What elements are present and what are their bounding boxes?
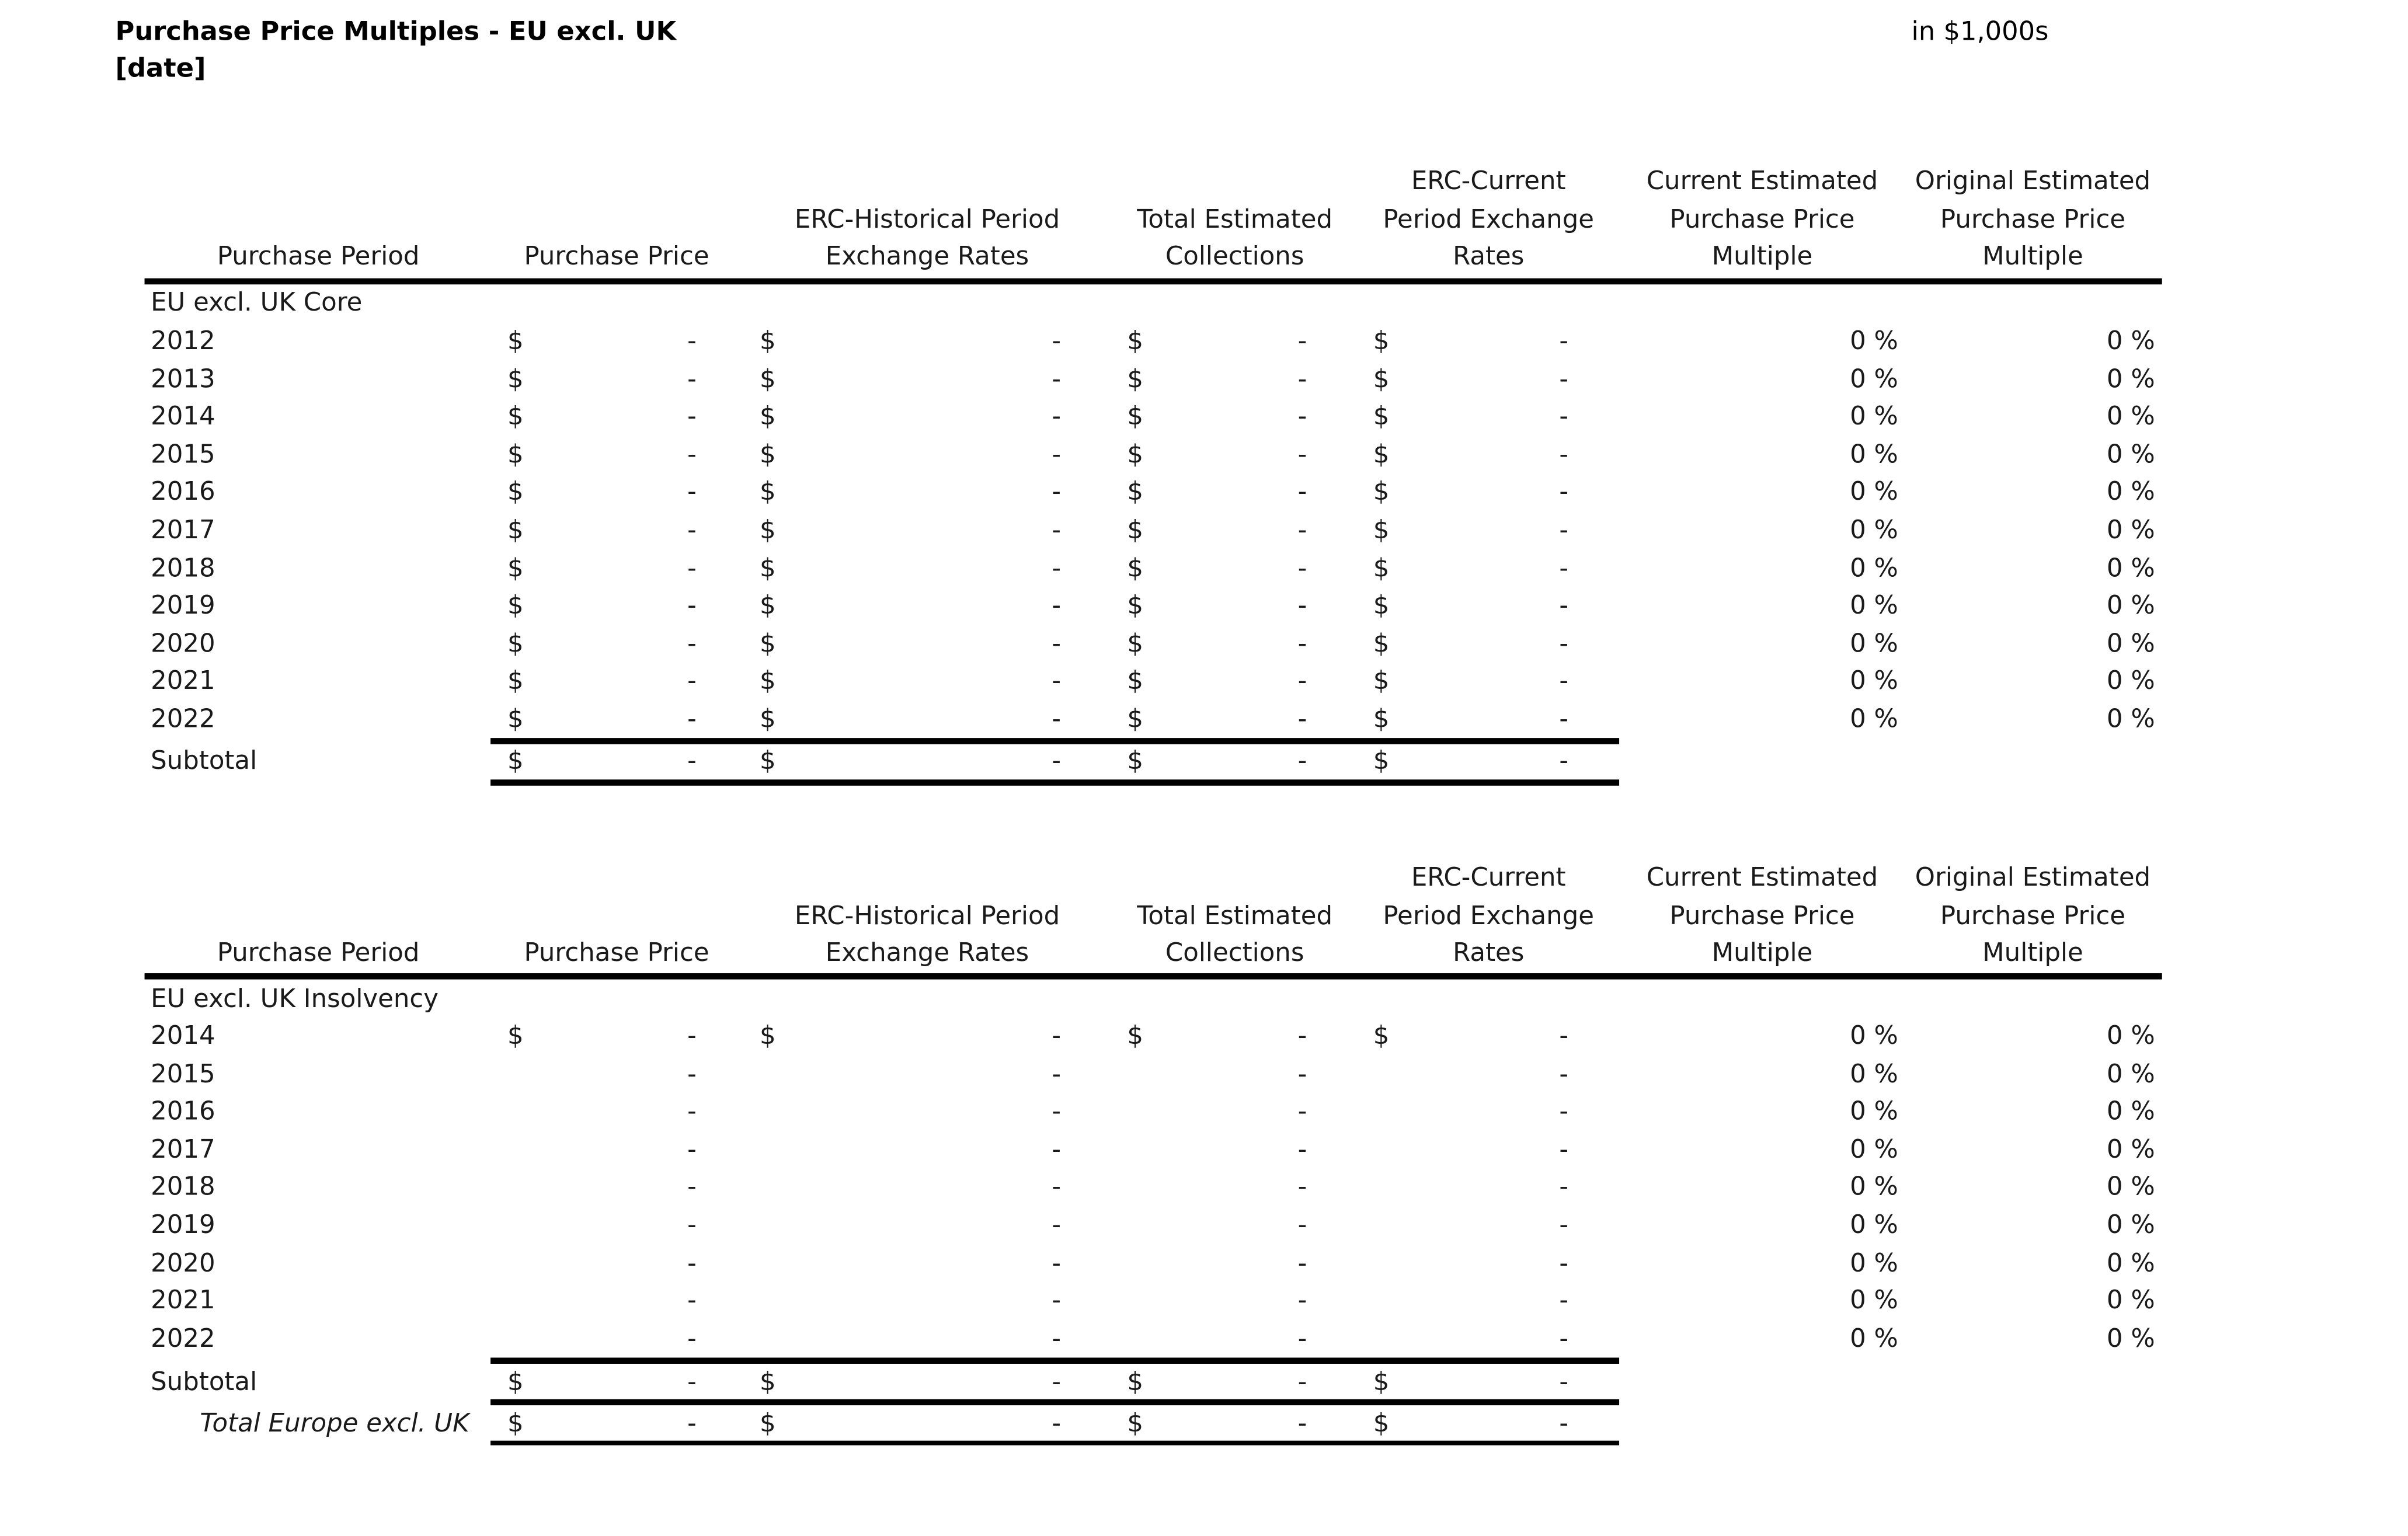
- core-row-value: -: [1052, 401, 1062, 431]
- core-row-value: -: [1052, 326, 1062, 356]
- insolvency-row-value: -: [687, 1172, 697, 1201]
- insolvency-row-value: -: [1297, 1020, 1307, 1050]
- insolvency-year: 2016: [151, 1096, 215, 1126]
- core-header-coll: Total Estimated: [1137, 203, 1333, 233]
- core-subtotal-value: -: [1052, 746, 1062, 775]
- core-row-currency-symbol: $: [507, 439, 524, 469]
- insolvency-row-currency-symbol: $: [759, 1020, 776, 1050]
- core-row-value: -: [687, 326, 697, 356]
- core-year: 2018: [151, 553, 215, 583]
- insolvency-original-multiple: 0 %: [2106, 1134, 2155, 1164]
- insolvency-header-period: Purchase Period: [217, 938, 420, 967]
- insolvency-header-omult: Multiple: [1982, 938, 2083, 967]
- insolvency-row-value: -: [1297, 1134, 1307, 1164]
- core-row-currency-symbol: $: [1127, 515, 1144, 545]
- core-row-value: -: [1052, 666, 1062, 696]
- total-europe-label: Total Europe excl. UK: [200, 1408, 469, 1438]
- core-original-multiple: 0 %: [2106, 326, 2155, 356]
- insolvency-row-value: -: [1052, 1096, 1062, 1126]
- core-row-currency-symbol: $: [1127, 666, 1144, 696]
- insolvency-subtotal-value: -: [1297, 1367, 1307, 1396]
- core-header-rule: [145, 278, 2162, 285]
- core-header-curr: ERC-Current: [1411, 166, 1566, 196]
- core-year: 2021: [151, 666, 215, 696]
- core-original-multiple: 0 %: [2106, 553, 2155, 583]
- core-original-multiple: 0 %: [2106, 666, 2155, 696]
- core-original-multiple: 0 %: [2106, 401, 2155, 431]
- core-row-value: -: [1559, 401, 1569, 431]
- core-row-currency-symbol: $: [1127, 401, 1144, 431]
- core-row-value: -: [1297, 364, 1307, 393]
- core-current-multiple: 0 %: [1850, 666, 1898, 696]
- insolvency-current-multiple: 0 %: [1850, 1248, 1898, 1277]
- core-row-value: -: [687, 628, 697, 658]
- insolvency-row-value: -: [1559, 1323, 1569, 1353]
- insolvency-original-multiple: 0 %: [2106, 1210, 2155, 1239]
- core-year: 2022: [151, 704, 215, 734]
- insolvency-row-value: -: [1559, 1096, 1569, 1126]
- core-row-value: -: [687, 477, 697, 507]
- core-current-multiple: 0 %: [1850, 401, 1898, 431]
- insolvency-year: 2022: [151, 1323, 215, 1353]
- core-header-omult: Original Estimated: [1915, 166, 2151, 196]
- core-header-omult: Purchase Price: [1940, 203, 2126, 233]
- core-row-value: -: [1559, 553, 1569, 583]
- core-row-currency-symbol: $: [759, 515, 776, 545]
- core-row-value: -: [1052, 439, 1062, 469]
- total-europe-value: -: [1297, 1408, 1307, 1438]
- core-current-multiple: 0 %: [1850, 628, 1898, 658]
- core-year: 2015: [151, 439, 215, 469]
- core-row-currency-symbol: $: [1127, 477, 1144, 507]
- report-date: [date]: [115, 54, 206, 85]
- report-title: Purchase Price Multiples - EU excl. UK: [115, 16, 677, 48]
- core-original-multiple: 0 %: [2106, 477, 2155, 507]
- core-row-currency-symbol: $: [1127, 704, 1144, 734]
- insolvency-row-value: -: [1052, 1323, 1062, 1353]
- core-row-currency-symbol: $: [759, 439, 776, 469]
- core-current-multiple: 0 %: [1850, 515, 1898, 545]
- core-row-currency-symbol: $: [759, 477, 776, 507]
- core-row-value: -: [1052, 590, 1062, 620]
- core-row-value: -: [1297, 326, 1307, 356]
- insolvency-row-value: -: [1052, 1020, 1062, 1050]
- core-row-value: -: [687, 515, 697, 545]
- insolvency-row-value: -: [687, 1323, 697, 1353]
- insolvency-subtotal-value: -: [687, 1367, 697, 1396]
- total-europe-value: -: [1052, 1408, 1062, 1438]
- insolvency-row-value: -: [1559, 1134, 1569, 1164]
- core-header-price: Purchase Price: [524, 241, 709, 271]
- insolvency-header-cmult: Multiple: [1711, 938, 1813, 967]
- insolvency-header-cmult: Current Estimated: [1646, 862, 1878, 892]
- core-row-currency-symbol: $: [1373, 666, 1390, 696]
- insolvency-row-value: -: [1052, 1210, 1062, 1239]
- insolvency-row-value: -: [1559, 1286, 1569, 1315]
- core-row-currency-symbol: $: [1127, 326, 1144, 356]
- core-row-currency-symbol: $: [759, 401, 776, 431]
- total-europe-value: -: [687, 1408, 697, 1438]
- core-row-value: -: [1559, 628, 1569, 658]
- core-subtotal-currency-symbol: $: [759, 746, 776, 775]
- core-year: 2020: [151, 628, 215, 658]
- core-row-currency-symbol: $: [1373, 515, 1390, 545]
- core-header-curr: Rates: [1453, 241, 1525, 271]
- core-original-multiple: 0 %: [2106, 704, 2155, 734]
- insolvency-original-multiple: 0 %: [2106, 1248, 2155, 1277]
- insolvency-header-price: Purchase Price: [524, 938, 709, 967]
- insolvency-row-currency-symbol: $: [1127, 1020, 1144, 1050]
- insolvency-row-value: -: [1559, 1058, 1569, 1088]
- core-header-cmult: Current Estimated: [1646, 166, 1878, 196]
- core-row-currency-symbol: $: [1373, 326, 1390, 356]
- insolvency-year: 2021: [151, 1286, 215, 1315]
- total-europe-currency-symbol: $: [507, 1408, 524, 1438]
- core-row-currency-symbol: $: [507, 590, 524, 620]
- core-current-multiple: 0 %: [1850, 704, 1898, 734]
- insolvency-row-value: -: [1052, 1058, 1062, 1088]
- core-header-period: Purchase Period: [217, 241, 420, 271]
- core-subtotal-bottom-rule: [490, 779, 1619, 786]
- insolvency-row-value: -: [687, 1210, 697, 1239]
- core-row-value: -: [1559, 477, 1569, 507]
- insolvency-header-coll: Total Estimated: [1137, 900, 1333, 930]
- core-row-currency-symbol: $: [759, 704, 776, 734]
- core-row-value: -: [1297, 515, 1307, 545]
- total-europe-currency-symbol: $: [1373, 1408, 1390, 1438]
- core-row-value: -: [1297, 401, 1307, 431]
- insolvency-row-value: -: [1052, 1286, 1062, 1315]
- core-row-currency-symbol: $: [507, 477, 524, 507]
- insolvency-row-value: -: [1052, 1134, 1062, 1164]
- insolvency-original-multiple: 0 %: [2106, 1323, 2155, 1353]
- insolvency-row-value: -: [687, 1248, 697, 1277]
- core-current-multiple: 0 %: [1850, 439, 1898, 469]
- core-subtotal-currency-symbol: $: [1373, 746, 1390, 775]
- core-row-currency-symbol: $: [1127, 364, 1144, 393]
- insolvency-current-multiple: 0 %: [1850, 1286, 1898, 1315]
- core-subtotal-value: -: [687, 746, 697, 775]
- core-row-value: -: [1559, 439, 1569, 469]
- insolvency-year: 2018: [151, 1172, 215, 1201]
- insolvency-current-multiple: 0 %: [1850, 1096, 1898, 1126]
- insolvency-subtotal-value: -: [1052, 1367, 1062, 1396]
- core-row-value: -: [1559, 364, 1569, 393]
- core-row-value: -: [1559, 326, 1569, 356]
- insolvency-header-curr: Period Exchange: [1383, 900, 1595, 930]
- total-europe-value: -: [1559, 1408, 1569, 1438]
- insolvency-original-multiple: 0 %: [2106, 1286, 2155, 1315]
- core-year: 2017: [151, 515, 215, 545]
- insolvency-year: 2017: [151, 1134, 215, 1164]
- core-row-value: -: [687, 364, 697, 393]
- core-subtotal-top-rule: [490, 738, 1619, 744]
- total-europe-bottom-rule: [490, 1441, 1619, 1446]
- core-row-value: -: [1052, 553, 1062, 583]
- insolvency-row-value: -: [687, 1058, 697, 1088]
- core-header-coll: Collections: [1165, 241, 1304, 271]
- core-row-value: -: [687, 439, 697, 469]
- insolvency-subtotal-value: -: [1559, 1367, 1569, 1396]
- insolvency-original-multiple: 0 %: [2106, 1020, 2155, 1050]
- core-row-currency-symbol: $: [1373, 401, 1390, 431]
- core-row-value: -: [1052, 364, 1062, 393]
- core-header-cmult: Multiple: [1711, 241, 1813, 271]
- core-subtotal-label: Subtotal: [151, 746, 257, 775]
- core-original-multiple: 0 %: [2106, 590, 2155, 620]
- core-row-currency-symbol: $: [1127, 628, 1144, 658]
- insolvency-original-multiple: 0 %: [2106, 1058, 2155, 1088]
- insolvency-row-value: -: [1297, 1323, 1307, 1353]
- core-header-omult: Multiple: [1982, 241, 2083, 271]
- core-row-currency-symbol: $: [759, 553, 776, 583]
- insolvency-subtotal-top-rule: [490, 1357, 1619, 1364]
- core-year: 2012: [151, 326, 215, 356]
- total-europe-currency-symbol: $: [1127, 1408, 1144, 1438]
- insolvency-row-value: -: [1559, 1020, 1569, 1050]
- insolvency-current-multiple: 0 %: [1850, 1058, 1898, 1088]
- core-row-currency-symbol: $: [1127, 590, 1144, 620]
- core-row-currency-symbol: $: [759, 628, 776, 658]
- insolvency-header-rule: [145, 973, 2162, 980]
- insolvency-section-label: EU excl. UK Insolvency: [151, 984, 439, 1013]
- core-header-curr: Period Exchange: [1383, 203, 1595, 233]
- core-row-currency-symbol: $: [1373, 704, 1390, 734]
- core-row-value: -: [1297, 553, 1307, 583]
- insolvency-current-multiple: 0 %: [1850, 1323, 1898, 1353]
- core-subtotal-value: -: [1559, 746, 1569, 775]
- insolvency-row-value: -: [1297, 1058, 1307, 1088]
- insolvency-subtotal-currency-symbol: $: [1127, 1367, 1144, 1396]
- core-row-currency-symbol: $: [507, 326, 524, 356]
- core-row-currency-symbol: $: [759, 326, 776, 356]
- core-current-multiple: 0 %: [1850, 477, 1898, 507]
- core-row-currency-symbol: $: [759, 590, 776, 620]
- core-row-currency-symbol: $: [1373, 364, 1390, 393]
- insolvency-header-hist: ERC-Historical Period: [794, 900, 1060, 930]
- insolvency-row-value: -: [1297, 1172, 1307, 1201]
- insolvency-row-value: -: [1052, 1172, 1062, 1201]
- core-year: 2013: [151, 364, 215, 393]
- core-row-currency-symbol: $: [507, 364, 524, 393]
- core-row-value: -: [1052, 628, 1062, 658]
- insolvency-row-value: -: [1052, 1248, 1062, 1277]
- core-row-value: -: [1052, 477, 1062, 507]
- total-europe-currency-symbol: $: [759, 1408, 776, 1438]
- insolvency-year: 2014: [151, 1020, 215, 1050]
- core-row-currency-symbol: $: [507, 401, 524, 431]
- core-header-cmult: Purchase Price: [1669, 203, 1855, 233]
- insolvency-current-multiple: 0 %: [1850, 1020, 1898, 1050]
- insolvency-header-coll: Collections: [1165, 938, 1304, 967]
- core-header-hist: Exchange Rates: [825, 241, 1029, 271]
- core-row-value: -: [1297, 590, 1307, 620]
- core-current-multiple: 0 %: [1850, 364, 1898, 393]
- core-row-currency-symbol: $: [759, 364, 776, 393]
- core-row-value: -: [1297, 704, 1307, 734]
- core-row-value: -: [687, 704, 697, 734]
- core-year: 2014: [151, 401, 215, 431]
- insolvency-header-hist: Exchange Rates: [825, 938, 1029, 967]
- insolvency-row-value: -: [687, 1020, 697, 1050]
- insolvency-year: 2020: [151, 1248, 215, 1277]
- core-row-currency-symbol: $: [1373, 477, 1390, 507]
- insolvency-header-omult: Purchase Price: [1940, 900, 2126, 930]
- core-row-currency-symbol: $: [1127, 439, 1144, 469]
- core-row-currency-symbol: $: [1373, 628, 1390, 658]
- insolvency-current-multiple: 0 %: [1850, 1134, 1898, 1164]
- insolvency-header-curr: ERC-Current: [1411, 862, 1566, 892]
- insolvency-row-value: -: [687, 1286, 697, 1315]
- insolvency-original-multiple: 0 %: [2106, 1096, 2155, 1126]
- core-row-value: -: [1297, 439, 1307, 469]
- insolvency-row-value: -: [1297, 1096, 1307, 1126]
- insolvency-original-multiple: 0 %: [2106, 1172, 2155, 1201]
- insolvency-total-top-rule: [490, 1399, 1619, 1406]
- insolvency-row-currency-symbol: $: [1373, 1020, 1390, 1050]
- core-row-currency-symbol: $: [507, 515, 524, 545]
- core-original-multiple: 0 %: [2106, 515, 2155, 545]
- core-row-value: -: [1297, 666, 1307, 696]
- insolvency-year: 2015: [151, 1058, 215, 1088]
- core-subtotal-value: -: [1297, 746, 1307, 775]
- insolvency-row-value: -: [1297, 1210, 1307, 1239]
- core-row-value: -: [1559, 590, 1569, 620]
- core-row-value: -: [687, 666, 697, 696]
- core-year: 2019: [151, 590, 215, 620]
- insolvency-row-value: -: [1297, 1286, 1307, 1315]
- core-year: 2016: [151, 477, 215, 507]
- insolvency-subtotal-label: Subtotal: [151, 1367, 257, 1396]
- insolvency-year: 2019: [151, 1210, 215, 1239]
- insolvency-row-value: -: [1559, 1210, 1569, 1239]
- core-section-label: EU excl. UK Core: [151, 287, 363, 317]
- insolvency-row-value: -: [1559, 1248, 1569, 1277]
- core-original-multiple: 0 %: [2106, 628, 2155, 658]
- core-row-value: -: [687, 553, 697, 583]
- core-row-value: -: [687, 401, 697, 431]
- insolvency-row-value: -: [1297, 1248, 1307, 1277]
- core-current-multiple: 0 %: [1850, 326, 1898, 356]
- core-row-value: -: [687, 590, 697, 620]
- core-row-value: -: [1297, 628, 1307, 658]
- core-original-multiple: 0 %: [2106, 364, 2155, 393]
- core-current-multiple: 0 %: [1850, 590, 1898, 620]
- core-row-currency-symbol: $: [507, 666, 524, 696]
- core-row-currency-symbol: $: [507, 553, 524, 583]
- core-row-value: -: [1297, 477, 1307, 507]
- insolvency-header-cmult: Purchase Price: [1669, 900, 1855, 930]
- core-current-multiple: 0 %: [1850, 553, 1898, 583]
- core-row-currency-symbol: $: [1373, 553, 1390, 583]
- core-row-currency-symbol: $: [507, 704, 524, 734]
- insolvency-current-multiple: 0 %: [1850, 1210, 1898, 1239]
- core-row-value: -: [1559, 515, 1569, 545]
- insolvency-subtotal-currency-symbol: $: [1373, 1367, 1390, 1396]
- insolvency-row-value: -: [687, 1096, 697, 1126]
- insolvency-header-curr: Rates: [1453, 938, 1525, 967]
- core-row-value: -: [1559, 666, 1569, 696]
- insolvency-subtotal-currency-symbol: $: [507, 1367, 524, 1396]
- core-row-value: -: [1052, 515, 1062, 545]
- insolvency-row-value: -: [1559, 1172, 1569, 1201]
- insolvency-row-currency-symbol: $: [507, 1020, 524, 1050]
- core-row-currency-symbol: $: [1127, 553, 1144, 583]
- core-row-value: -: [1052, 704, 1062, 734]
- core-row-currency-symbol: $: [1373, 590, 1390, 620]
- core-row-currency-symbol: $: [759, 666, 776, 696]
- core-row-currency-symbol: $: [507, 628, 524, 658]
- insolvency-current-multiple: 0 %: [1850, 1172, 1898, 1201]
- core-header-hist: ERC-Historical Period: [794, 203, 1060, 233]
- insolvency-row-value: -: [687, 1134, 697, 1164]
- units-note: in $1,000s: [1911, 16, 2049, 48]
- core-row-value: -: [1559, 704, 1569, 734]
- insolvency-header-omult: Original Estimated: [1915, 862, 2151, 892]
- core-subtotal-currency-symbol: $: [507, 746, 524, 775]
- insolvency-subtotal-currency-symbol: $: [759, 1367, 776, 1396]
- core-original-multiple: 0 %: [2106, 439, 2155, 469]
- core-row-currency-symbol: $: [1373, 439, 1390, 469]
- core-subtotal-currency-symbol: $: [1127, 746, 1144, 775]
